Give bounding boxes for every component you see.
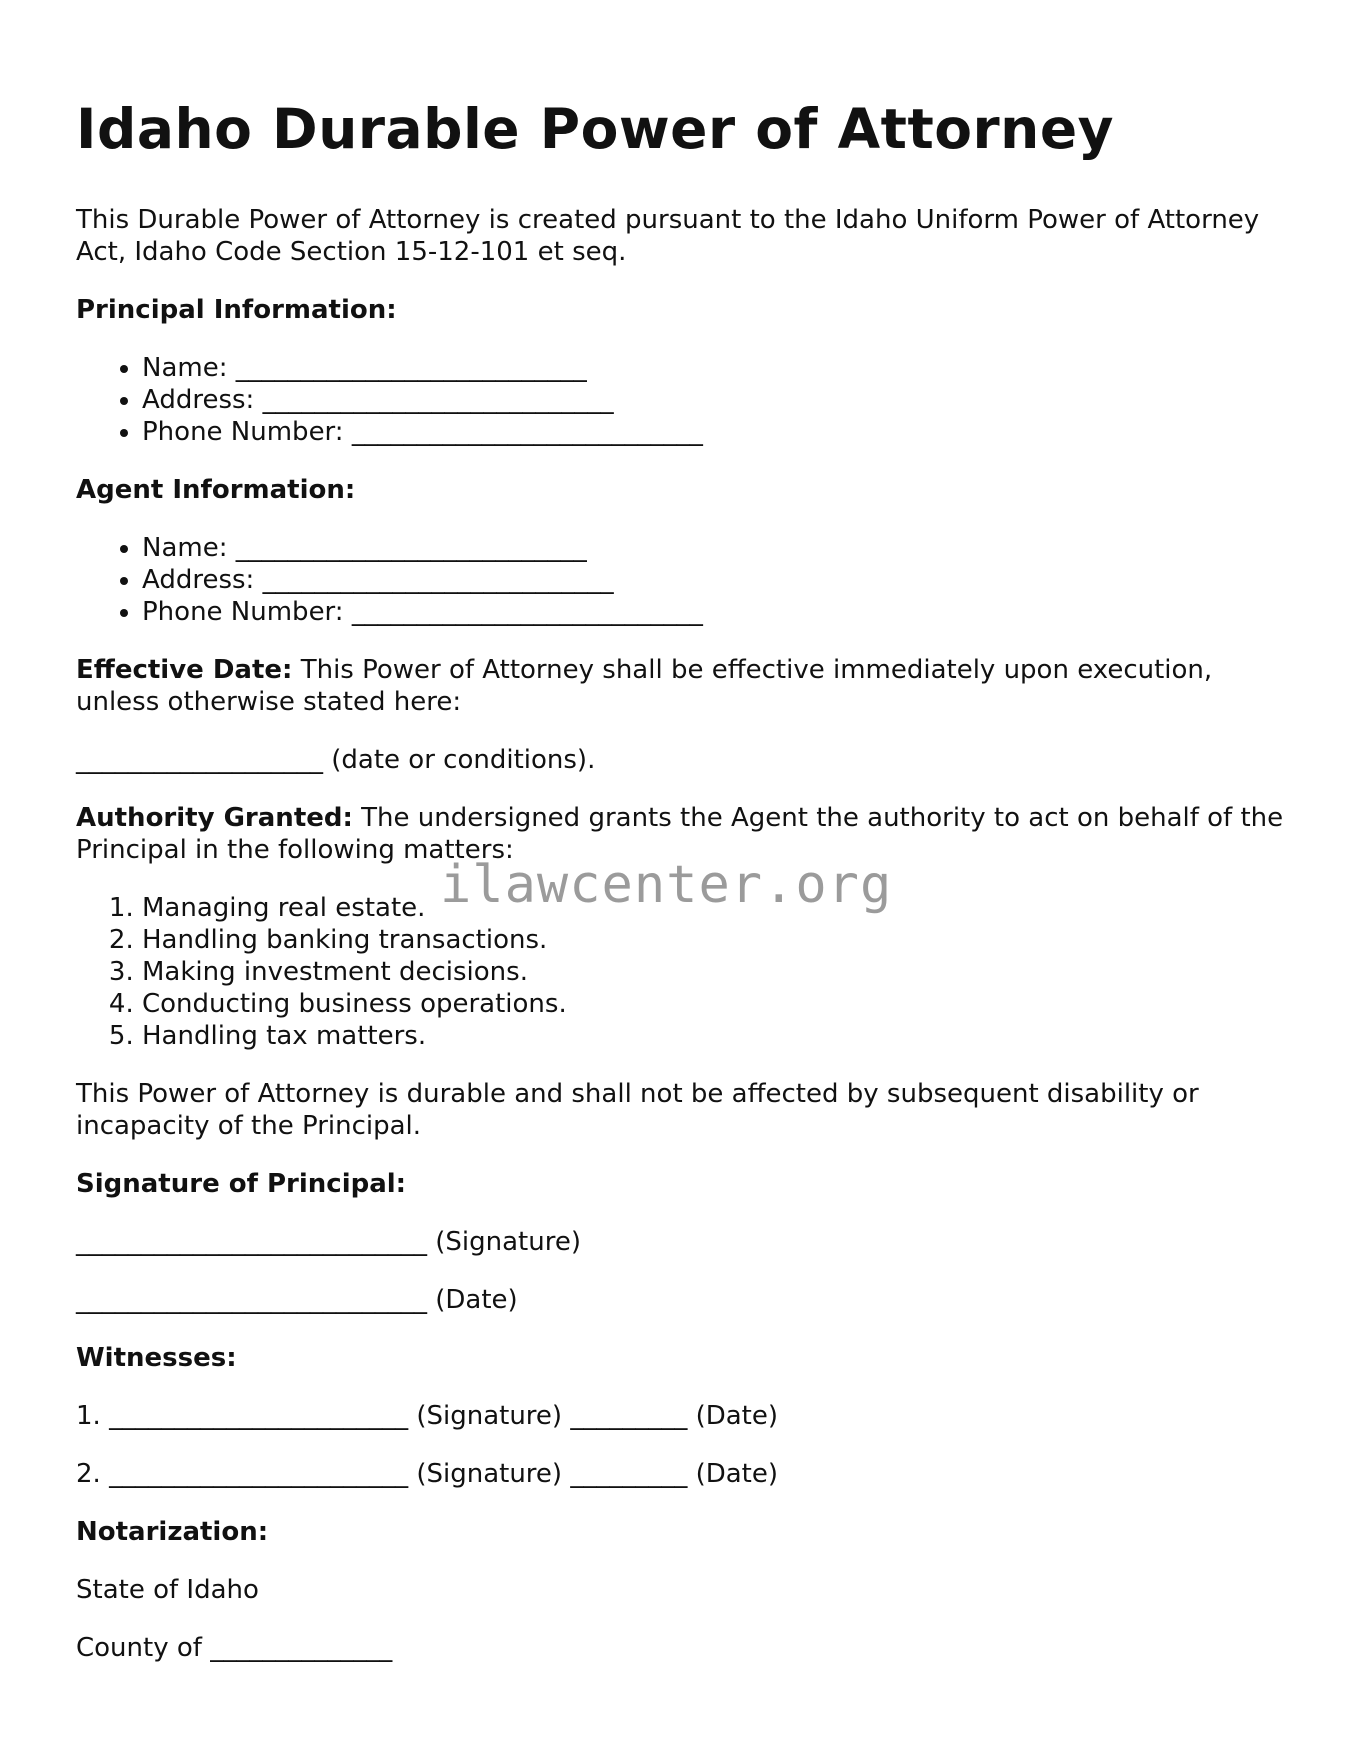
durable-statement: This Power of Attorney is durable and shall not be affected by subsequent disability or incapacity of the Principal. xyxy=(76,1079,1199,1141)
authority-list xyxy=(76,892,1286,1052)
witness-line-2: 2. _______________________ (Signature) _________ (Date) xyxy=(76,1459,779,1489)
witness-line-1: 1. _______________________ (Signature) _________ (Date) xyxy=(76,1401,779,1431)
agent-phone-field: • Phone Number: ___________________________ xyxy=(142,596,1286,628)
authority-item: 1. Managing real estate. xyxy=(142,892,1286,924)
authority-text: The undersigned grants the Agent the authority to act on behalf of the Principal in the following matters: xyxy=(76,803,1284,865)
principal-info-list xyxy=(76,352,1286,448)
effective-date-text: This Power of Attorney shall be effective immediately upon execution, unless otherwise stated here: xyxy=(76,655,1213,717)
principal-name-field: • Name: ___________________________ xyxy=(142,352,1286,384)
authority-label: Authority Granted: xyxy=(76,803,353,833)
watermark: ilawcenter.org xyxy=(440,855,893,915)
agent-heading: Agent Information: xyxy=(76,475,356,505)
witnesses-heading: Witnesses: xyxy=(76,1343,237,1373)
principal-signature-line: ___________________________ (Signature) xyxy=(76,1227,581,1257)
principal-address-field: • Address: ___________________________ xyxy=(142,384,1286,416)
notarization-heading: Notarization: xyxy=(76,1517,269,1547)
effective-date-paragraph xyxy=(76,654,1286,718)
authority-item: 3. Making investment decisions. xyxy=(142,956,1286,988)
signature-heading: Signature of Principal: xyxy=(76,1169,407,1199)
principal-heading: Principal Information: xyxy=(76,295,397,325)
principal-phone-field: • Phone Number: ___________________________ xyxy=(142,416,1286,448)
agent-address-field: • Address: ___________________________ xyxy=(142,564,1286,596)
agent-name-field: • Name: ___________________________ xyxy=(142,532,1286,564)
agent-info-list xyxy=(76,532,1286,628)
intro-paragraph: This Durable Power of Attorney is created pursuant to the Idaho Uniform Power of Attorney Act, Idaho Code Section 15-12-101 et seq. xyxy=(76,205,1260,267)
principal-date-line: ___________________________ (Date) xyxy=(76,1285,518,1315)
notary-county: County of ______________ xyxy=(76,1633,393,1663)
authority-item: 4. Conducting business operations. xyxy=(142,988,1286,1020)
authority-item: 5. Handling tax matters. xyxy=(142,1020,1286,1052)
document-title: Idaho Durable Power of Attorney xyxy=(76,97,1114,161)
authority-item: 2. Handling banking transactions. xyxy=(142,924,1286,956)
notary-state: State of Idaho xyxy=(76,1575,259,1605)
effective-date-blank: ___________________ (date or conditions). xyxy=(76,745,596,775)
effective-date-label: Effective Date: xyxy=(76,655,293,685)
